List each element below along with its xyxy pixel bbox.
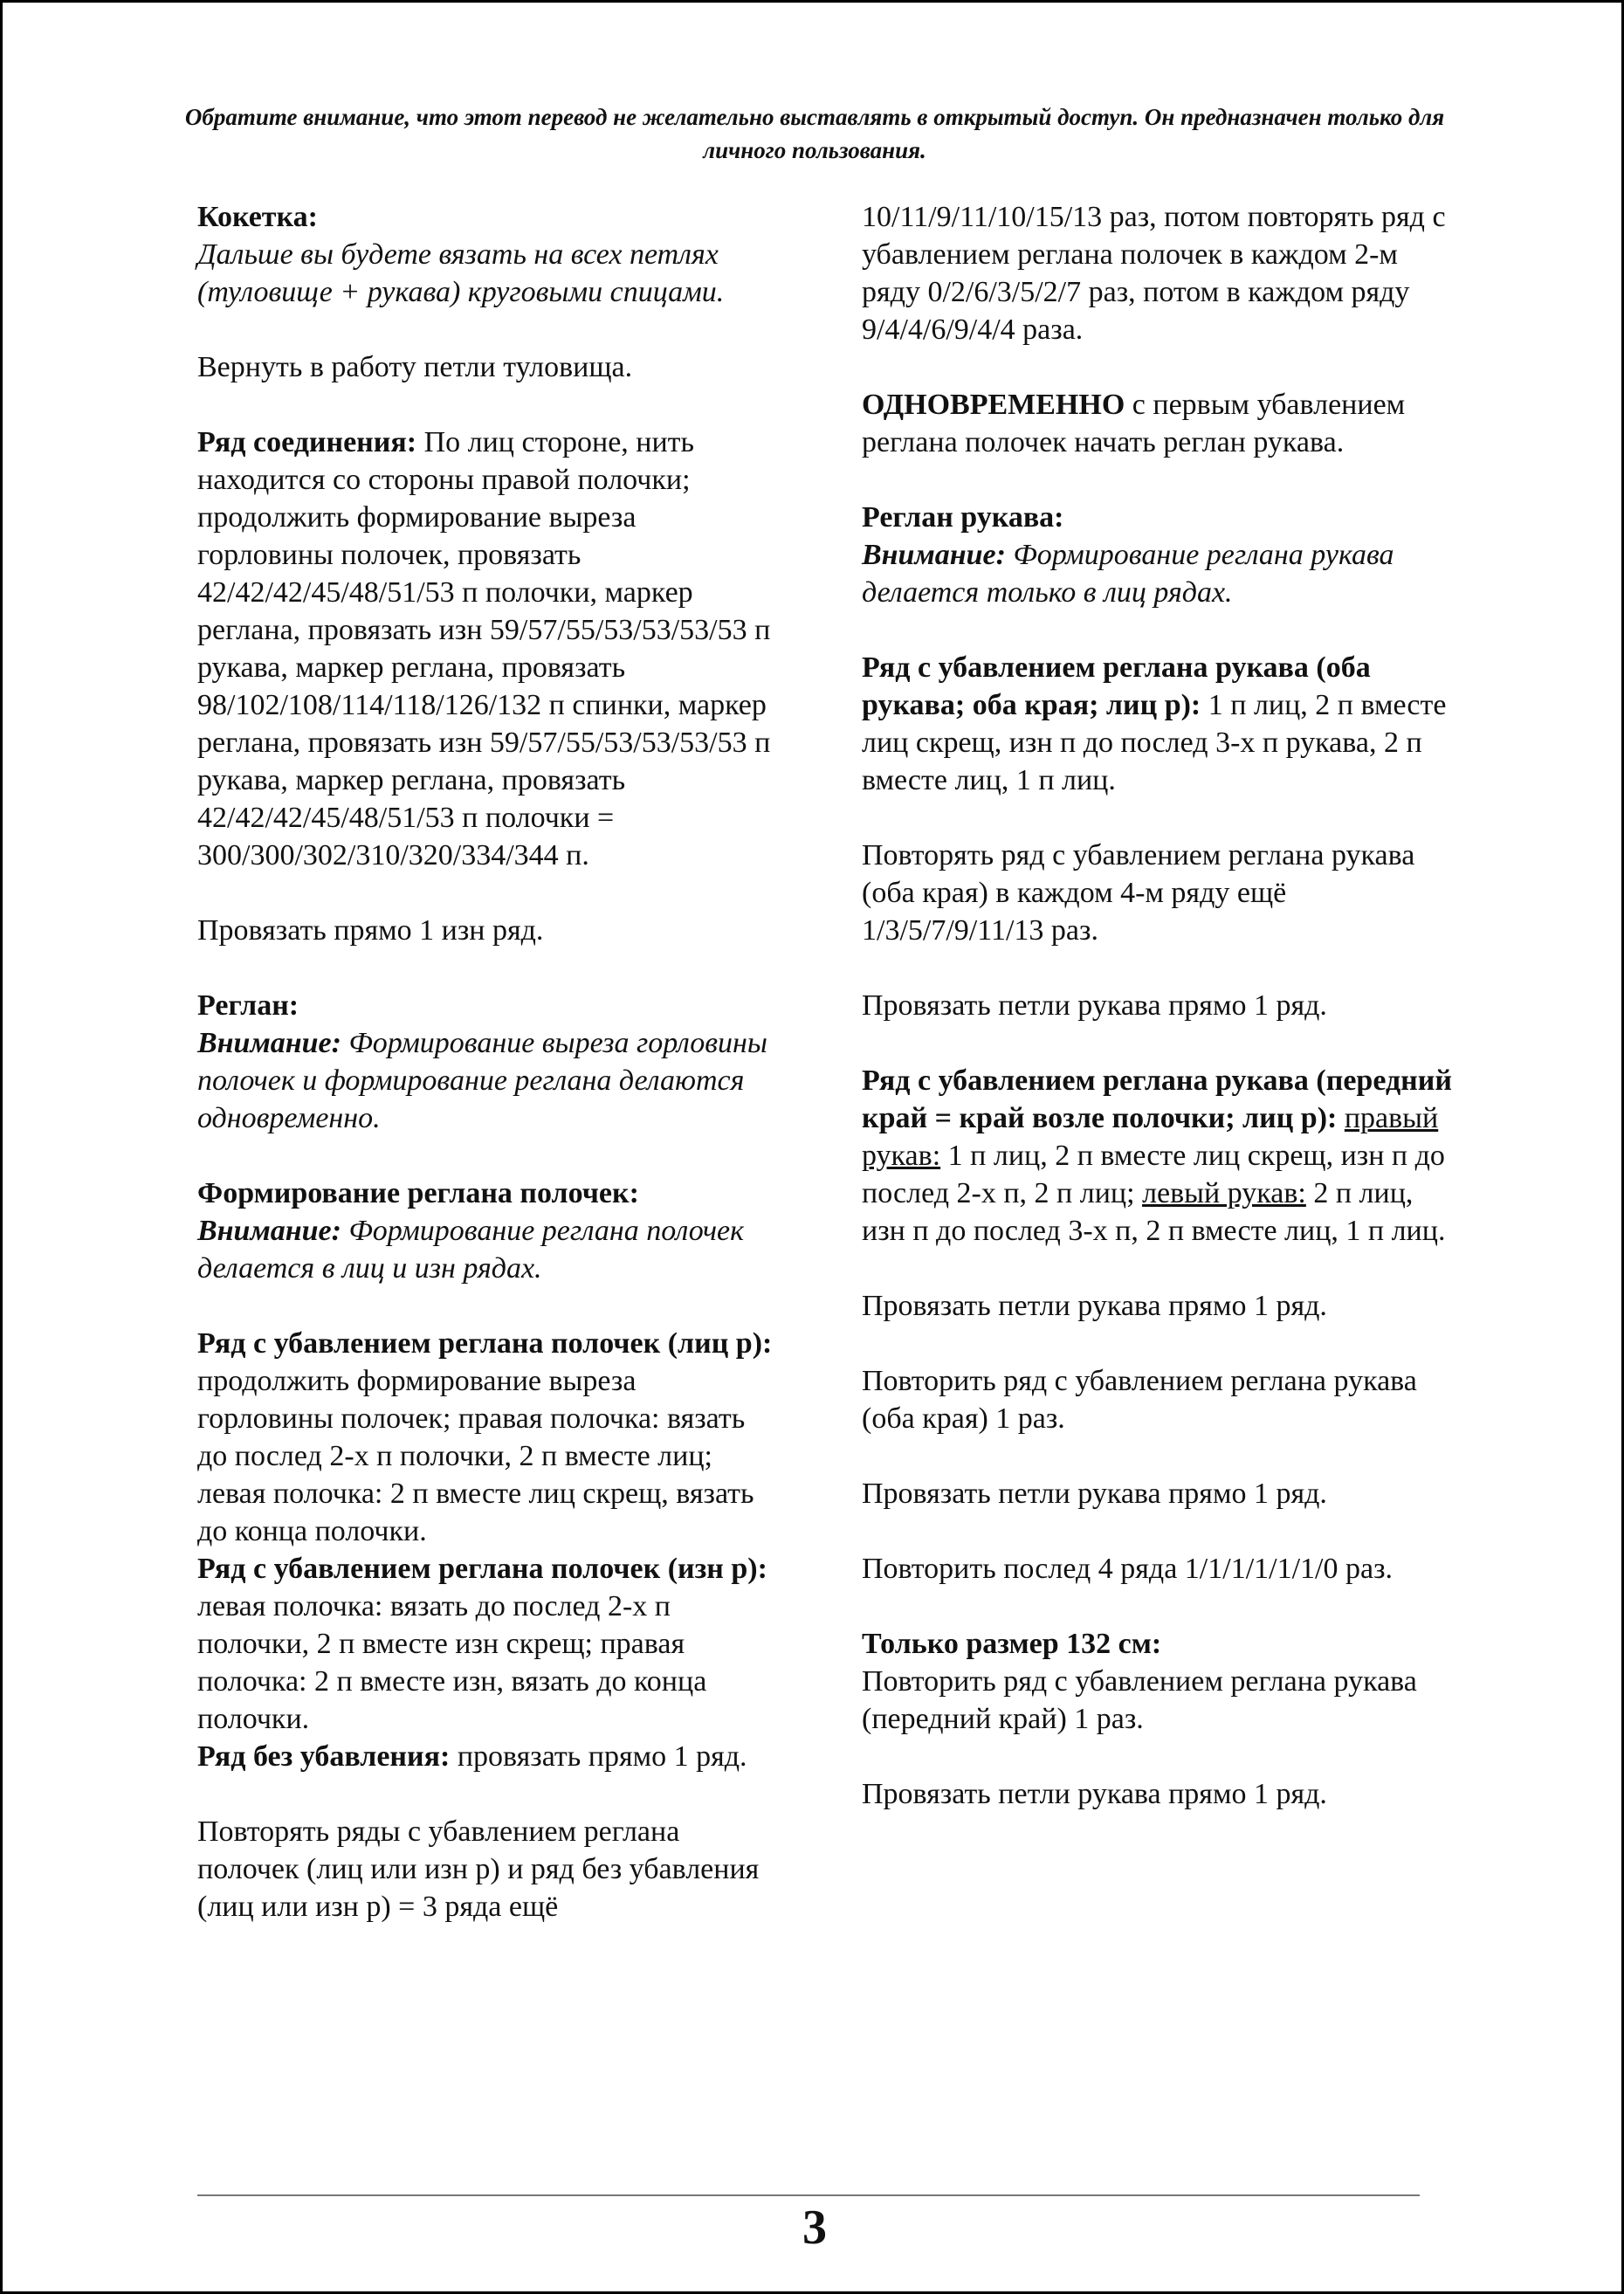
sleeve-dec-both-title: Ряд с убавлением реглана рукава (оба рукава; оба края; лиц р):: [862, 651, 1371, 721]
raglan-title: Реглан:: [197, 989, 299, 1022]
front-raglan-note-label: Внимание:: [197, 1215, 341, 1247]
left-sleeve-label: левый рукав:: [1142, 1177, 1306, 1209]
size-only-title: Только размер 132 см:: [862, 1628, 1162, 1660]
sleeve-dec-both-paragraph: [862, 649, 1455, 799]
left-sleeve-text: 2 п лиц, изн п до послед 3-х п, 2 п вместе лиц, 1 п лиц.: [862, 1177, 1446, 1247]
size-only-heading: [862, 1625, 1455, 1663]
simultaneously-label: ОДНОВРЕМЕННО: [862, 389, 1125, 421]
sleeve-dec-front-title: Ряд с убавлением реглана рукава (передний край = край возле полочки; лиц р):: [862, 1064, 1452, 1134]
no-dec-title: Ряд без убавления:: [197, 1740, 451, 1773]
left-column: [197, 198, 774, 1963]
front-raglan-heading: [197, 1175, 774, 1212]
raglan-heading: [197, 987, 774, 1024]
straight-sleeve-row-3: Провязать петли рукава прямо 1 ряд.: [862, 1478, 1327, 1510]
koketka-title: Кокетка:: [197, 201, 318, 233]
no-dec-paragraph: [197, 1738, 774, 1775]
koketka-note: Дальше вы будете вязать на всех петлях (туловище + рукава) круговыми спицами.: [197, 238, 725, 308]
repeat-once-paragraph: Повторить ряд с убавлением реглана рукава (оба края) 1 раз.: [862, 1365, 1417, 1435]
sleeve-raglan-heading: [862, 499, 1455, 536]
front-raglan-title: Формирование реглана полочек:: [197, 1177, 639, 1209]
raglan-note-text: Формирование выреза горловины полочек и формирование реглана делаются одновременно.: [197, 1027, 767, 1134]
size-only-paragraph: Повторить ряд с убавлением реглана рукава (передний край) 1 раз.: [862, 1665, 1417, 1735]
return-body-paragraph: Вернуть в работу петли туловища.: [197, 351, 633, 383]
dec-rs-text: продолжить формирование выреза горловины полочек; правая полочка: вязать до послед 2-х п полочки, 2 п вместе лиц; левая полочка: 2 п вместе лиц скрещ, вязать до конца полочки.: [197, 1365, 754, 1547]
straight-sleeve-row-4: Провязать петли рукава прямо 1 ряд.: [862, 1778, 1327, 1810]
no-dec-text: провязать прямо 1 ряд.: [457, 1740, 747, 1773]
straight-sleeve-row-1: Провязать петли рукава прямо 1 ряд.: [862, 989, 1327, 1022]
right-sleeve-label: правый рукав:: [862, 1102, 1439, 1172]
koketka-heading: [197, 198, 774, 236]
straight-sleeve-row-2: Провязать петли рукава прямо 1 ряд.: [862, 1290, 1327, 1322]
front-raglan-note: [197, 1212, 774, 1287]
repeat-last4-paragraph: Повторить послед 4 ряда 1/1/1/1/1/1/0 раз.: [862, 1553, 1393, 1585]
sleeve-dec-front-paragraph: [862, 1062, 1455, 1250]
footer-divider: [197, 2194, 1420, 2196]
simultaneously-paragraph: [862, 386, 1455, 461]
page-number: 3: [802, 2201, 827, 2255]
repeat-sleeve-dec-paragraph: Повторять ряд с убавлением реглана рукава (оба края) в каждом 4-м ряду ещё 1/3/5/7/9/11/13 раз.: [862, 839, 1415, 947]
sleeve-note-text: Формирование реглана рукава делается только в лиц рядах.: [862, 539, 1394, 609]
join-row-text: По лиц стороне, нить находится со стороны правой полочки; продолжить формирование выреза горловины полочек, провязать 42/42/42/45/48/51/53 п полочки, маркер реглана, провязать изн 59/57/55/53/53/53/53 п рукава, маркер реглана, провязать 98/102/108/114/118/126/132 п спинки, маркер реглана, провязать изн 59/57/55/53/53/53/53 п рукава, маркер реглана, провязать 42/42/42/45/48/51/53 п полочки = 300/300/302/310/320/334/344 п.: [197, 426, 771, 871]
repeat-paragraph: Повторять ряды с убавлением реглана полочек (лиц или изн р) и ряд без убавления (лиц или изн р) = 3 ряда ещё: [197, 1815, 760, 1923]
dec-ws-paragraph: [197, 1550, 774, 1738]
sleeve-dec-both-text: 1 п лиц, 2 п вместе лиц скрещ, изн п до послед 3-х п рукава, 2 п вместе лиц, 1 п лиц.: [862, 689, 1447, 796]
dec-rs-paragraph: [197, 1325, 774, 1550]
sleeve-raglan-note: [862, 536, 1455, 611]
raglan-note-label: Внимание:: [197, 1027, 341, 1059]
join-row-title: Ряд соединения:: [197, 426, 417, 458]
simultaneously-text: с первым убавлением реглана полочек начать реглан рукава.: [862, 389, 1406, 458]
dec-ws-text: левая полочка: вязать до послед 2-х п полочки, 2 п вместе изн скрещ; правая полочка: 2 п вместе изн, вязать до конца полочки.: [197, 1590, 707, 1735]
right-sleeve-text: 1 п лиц, 2 п вместе лиц скрещ, изн п до послед 2-х п, 2 п лиц;: [862, 1140, 1445, 1209]
sleeve-note-label: Внимание:: [862, 539, 1006, 571]
private-use-notice: Обратите внимание, что этот перевод не желательно выставлять в открытый доступ. Он предназначен только для личного пользования.: [184, 104, 1445, 163]
right-column: [862, 198, 1455, 1850]
dec-rs-title: Ряд с убавлением реглана полочек (лиц р):: [197, 1327, 773, 1360]
front-raglan-note-text: Формирование реглана полочек делается в лиц и изн рядах.: [197, 1215, 745, 1285]
raglan-note: [197, 1024, 774, 1137]
straight-purl-row-paragraph: Провязать прямо 1 изн ряд.: [197, 914, 544, 947]
dec-ws-title: Ряд с убавлением реглана полочек (изн р):: [197, 1553, 767, 1585]
join-row-paragraph: [197, 424, 774, 874]
repeat-continuation: 10/11/9/11/10/15/13 раз, потом повторять ряд с убавлением реглана полочек в каждом 2-м ряду 0/2/6/3/5/2/7 раз, потом в каждом ряду 9/4/4/6/9/4/4 раза.: [862, 201, 1446, 346]
sleeve-raglan-title: Реглан рукава:: [862, 501, 1064, 534]
